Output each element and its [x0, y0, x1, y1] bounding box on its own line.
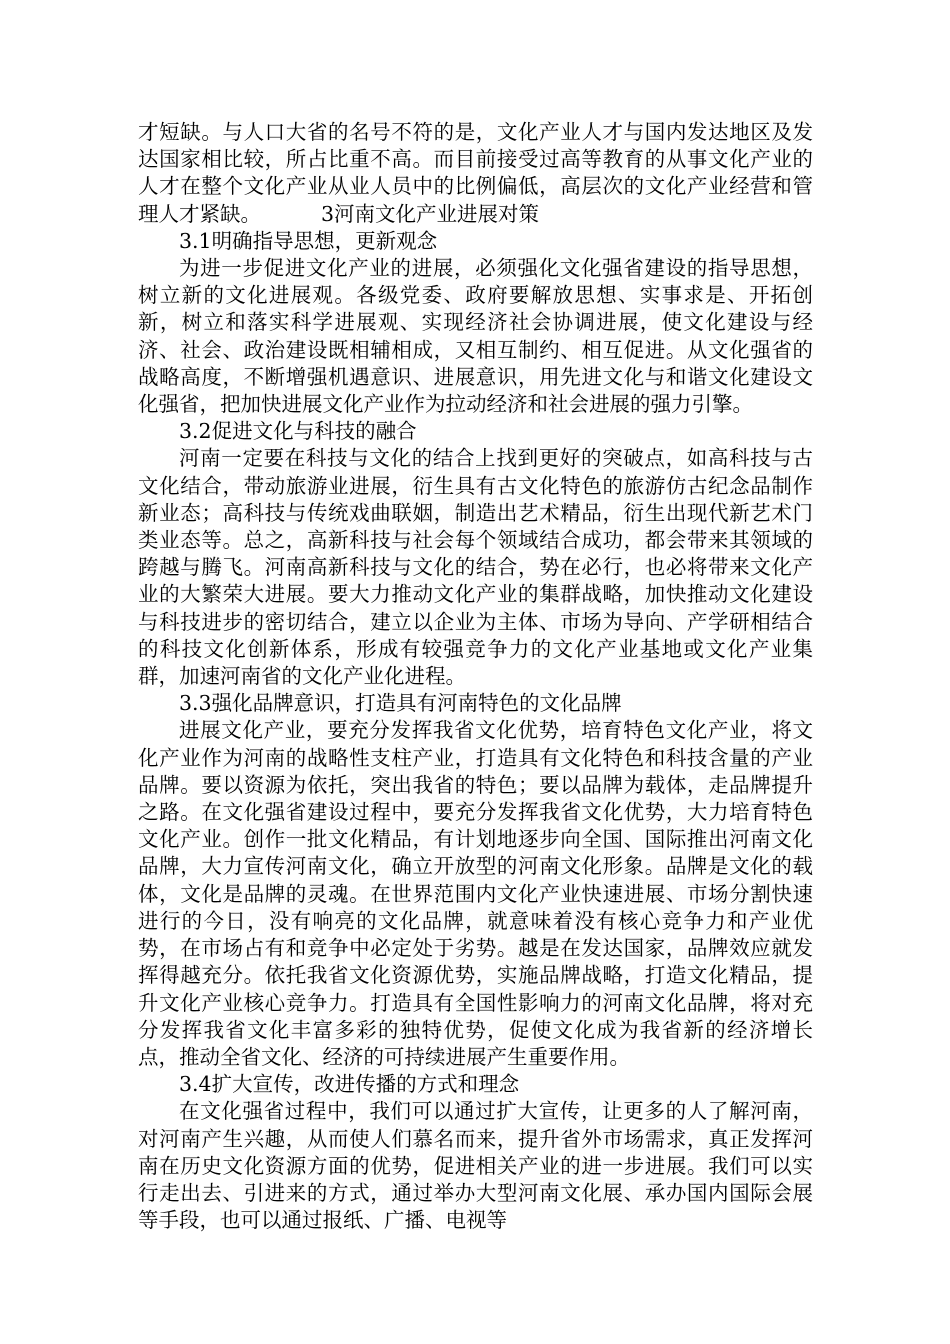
intro-paragraph	[138, 119, 813, 228]
section-3-1-heading: 3.1明确指导思想，更新观念	[179, 228, 438, 253]
intro-text: 才短缺。与人口大省的名号不符的是，文化产业人才与国内发达地区及发达国家相比较，所占比重不高。而目前接受过高等教育的从事文化产业的人才在整个文化产业从业人员中的比例偏低，高层次的文化产业经营和管理人才紧缺。	[138, 120, 813, 226]
section-3-2-heading: 3.2促进文化与科技的融合	[179, 419, 417, 444]
section-3-4-heading: 3.4扩大宣传，改进传播的方式和理念	[179, 1072, 520, 1097]
section-3-3-heading: 3.3强化品牌意识，打造具有河南特色的文化品牌	[179, 691, 622, 716]
document-page	[138, 119, 813, 1234]
section-3-3-body: 进展文化产业，要充分发挥我省文化优势，培育特色文化产业，将文化产业作为河南的战略性支柱产业，打造具有文化特色和科技含量的产业品牌。要以资源为依托，突出我省的特色；要以品牌为载体，走品牌提升之路。在文化强省建设过程中，要充分发挥我省文化优势，大力培育特色文化产业。创作一批文化精品，有计划地逐步向全国、国际推出河南文化品牌，大力宣传河南文化，确立开放型的河南文化形象。品牌是文化的载体，文化是品牌的灵魂。在世界范围内文化产业快速进展、市场分割快速进行的今日，没有响亮的文化品牌，就意味着没有核心竞争力和产业优势，在市场占有和竞争中必定处于劣势。越是在发达国家，品牌效应就发挥得越充分。依托我省文化资源优势，实施品牌战略，打造文化精品，提升文化产业核心竞争力。打造具有全国性影响力的河南文化品牌，将对充分发挥我省文化丰富多彩的独特优势，促使文化成为我省新的经济增长点，推动全省文化、经济的可持续进展产生重要作用。	[138, 718, 813, 1069]
section-3-heading: 3河南文化产业进展对策	[321, 201, 540, 226]
section-3-4-body: 在文化强省过程中，我们可以通过扩大宣传，让更多的人了解河南，对河南产生兴趣，从而使人们慕名而来，提升省外市场需求，真正发挥河南在历史文化资源方面的优势，促进相关产业的进一步进展。我们可以实行走出去、引进来的方式，通过举办大型河南文化展、承办国内国际会展等手段，也可以通过报纸、广播、电视等	[138, 1099, 813, 1233]
section-3-1-body: 为进一步促进文化产业的进展，必须强化文化强省建设的指导思想，树立新的文化进展观。各级党委、政府要解放思想、实事求是、开拓创新，树立和落实科学进展观、实现经济社会协调进展，使文化建设与经济、社会、政治建设既相辅相成，又相互制约、相互促进。从文化强省的战略高度，不断增强机遇意识、进展意识，用先进文化与和谐文化建设文化强省，把加快进展文化产业作为拉动经济和社会进展的强力引擎。	[138, 256, 813, 417]
section-3-2-body: 河南一定要在科技与文化的结合上找到更好的突破点，如高科技与古文化结合，带动旅游业进展，衍生具有古文化特色的旅游仿古纪念品制作新业态；高科技与传统戏曲联姻，制造出艺术精品，衍生出现代新艺术门类业态等。总之，高新科技与社会每个领域结合成功，都会带来其领域的跨越与腾飞。河南高新科技与文化的结合，势在必行，也必将带来文化产业的大繁荣大进展。要大力推动文化产业的集群战略，加快推动文化建设与科技进步的密切结合，建立以企业为主体、市场为导向、产学研相结合的科技文化创新体系，形成有较强竞争力的文化产业基地或文化产业集群，加速河南省的文化产业化进程。	[138, 446, 813, 689]
